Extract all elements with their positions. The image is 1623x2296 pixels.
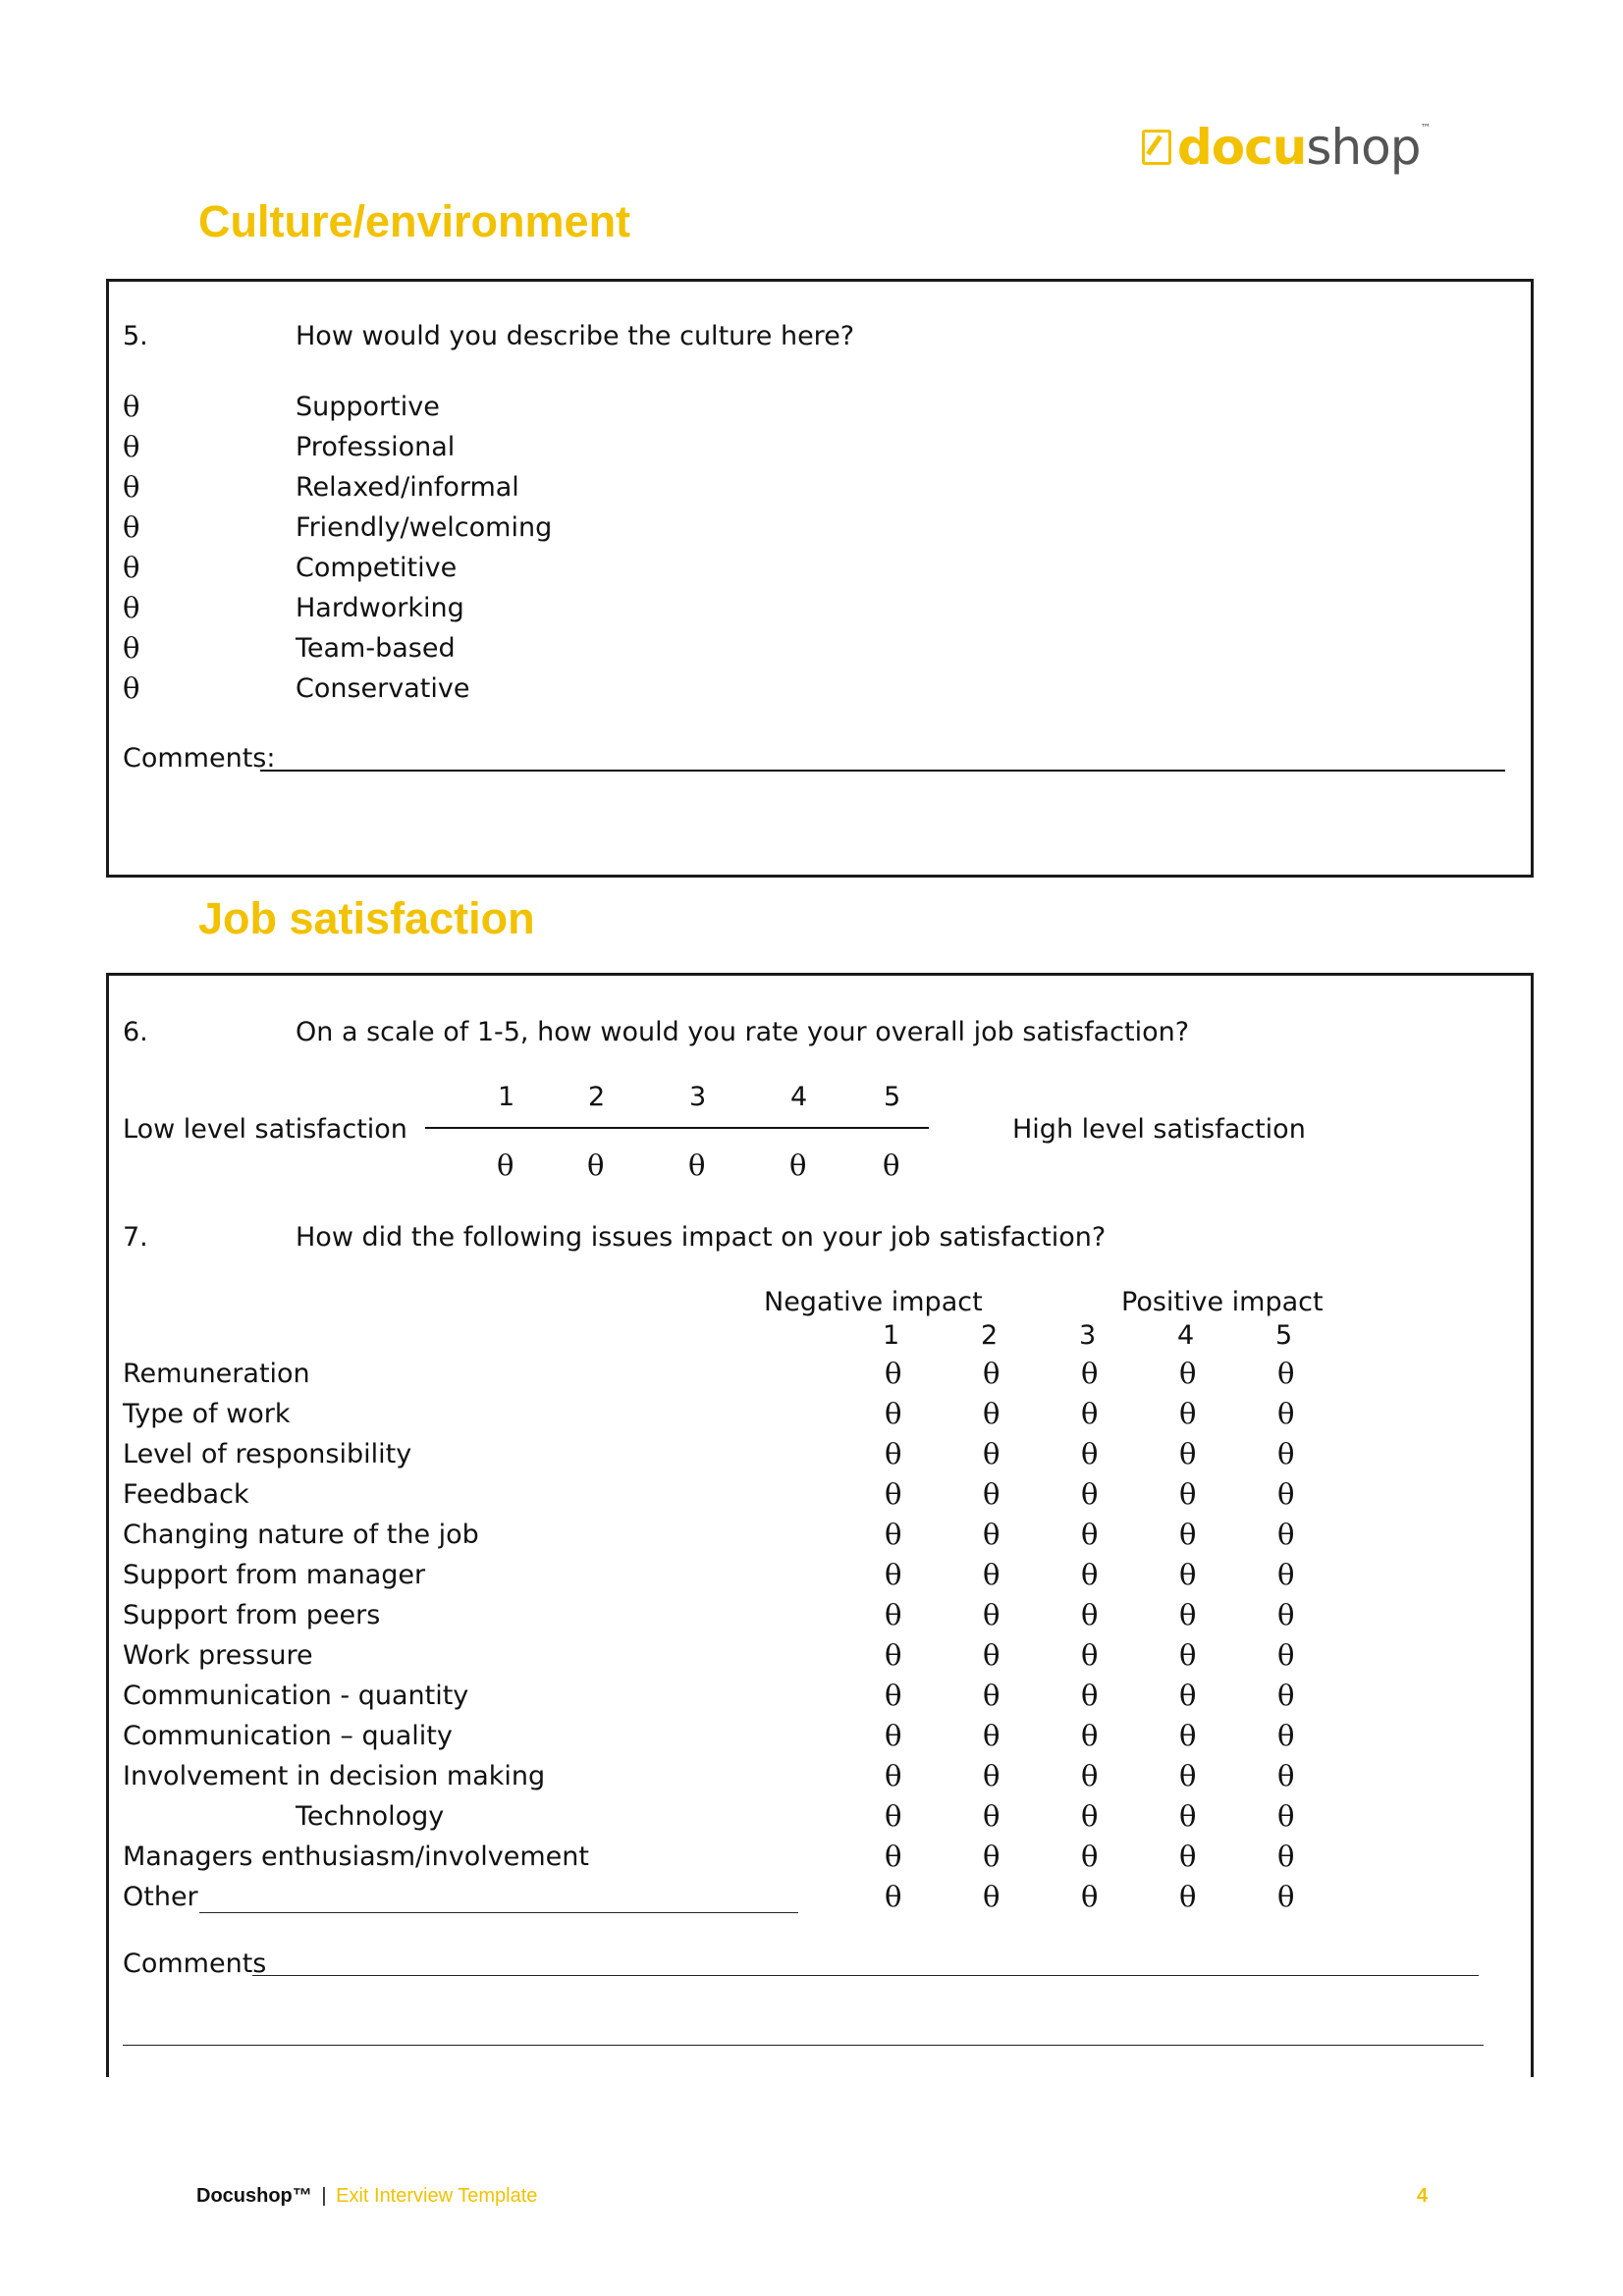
impact-radio[interactable]: θ	[885, 1558, 902, 1591]
impact-row-label: Type of work	[123, 1399, 291, 1429]
impact-row-label: Communication – quality	[123, 1721, 453, 1751]
q6-radio-5[interactable]: θ	[883, 1148, 900, 1182]
scale-number: 3	[689, 1082, 707, 1112]
impact-radio[interactable]: θ	[1277, 1719, 1295, 1752]
impact-radio[interactable]: θ	[1081, 1437, 1099, 1470]
impact-radio[interactable]: θ	[1179, 1719, 1197, 1752]
q6-radio-4[interactable]: θ	[789, 1148, 807, 1182]
q7-text: How did the following issues impact on your job satisfaction?	[296, 1222, 1107, 1253]
impact-radio[interactable]: θ	[1179, 1799, 1197, 1833]
comments-label-1: Comments:	[123, 743, 276, 774]
docushop-logo	[1142, 118, 1431, 177]
high-satisfaction-label: High level satisfaction	[1012, 1114, 1306, 1145]
impact-radio[interactable]: θ	[983, 1840, 1001, 1873]
section-title-culture: Culture/environment	[198, 196, 631, 246]
impact-radio[interactable]: θ	[1277, 1598, 1295, 1631]
satisfaction-scale-line	[425, 1127, 929, 1129]
impact-radio[interactable]: θ	[1081, 1880, 1099, 1913]
impact-scale-number: 2	[981, 1320, 999, 1351]
page-number: 4	[1417, 2185, 1429, 2207]
impact-radio[interactable]: θ	[1081, 1759, 1099, 1792]
impact-row-label: Feedback	[123, 1479, 249, 1510]
positive-impact-label: Positive impact	[1121, 1287, 1324, 1317]
impact-row-label: Changing nature of the job	[123, 1520, 479, 1550]
impact-radio[interactable]: θ	[983, 1598, 1001, 1631]
radio-1[interactable]: θ	[123, 390, 140, 423]
impact-radio[interactable]: θ	[1277, 1437, 1295, 1470]
impact-row-label: Support from manager	[123, 1560, 426, 1590]
option-label: Competitive	[296, 553, 458, 583]
impact-radio[interactable]: θ	[1081, 1598, 1099, 1631]
footer-brand: Docushop™	[196, 2185, 312, 2207]
impact-radio[interactable]: θ	[1179, 1638, 1197, 1672]
impact-radio[interactable]: θ	[885, 1357, 902, 1390]
impact-radio[interactable]: θ	[1277, 1558, 1295, 1591]
impact-radio[interactable]: θ	[1179, 1437, 1197, 1470]
impact-radio[interactable]: θ	[1081, 1719, 1099, 1752]
low-satisfaction-label: Low level satisfaction	[123, 1114, 407, 1145]
impact-radio[interactable]: θ	[1081, 1679, 1099, 1712]
impact-radio[interactable]: θ	[1179, 1679, 1197, 1712]
scale-number: 4	[790, 1082, 808, 1112]
impact-radio[interactable]: θ	[1081, 1477, 1099, 1511]
radio-8[interactable]: θ	[123, 671, 140, 705]
impact-radio[interactable]: θ	[1277, 1357, 1295, 1390]
q6-radio-3[interactable]: θ	[688, 1148, 706, 1182]
impact-radio[interactable]: θ	[885, 1840, 902, 1873]
impact-radio[interactable]: θ	[1081, 1518, 1099, 1551]
comments-line-2b[interactable]	[123, 2045, 1484, 2046]
impact-radio[interactable]: θ	[983, 1638, 1001, 1672]
footer-doc-title: Exit Interview Template	[336, 2185, 538, 2207]
impact-radio[interactable]: θ	[1277, 1397, 1295, 1430]
option-label: Team-based	[296, 633, 456, 664]
impact-radio[interactable]: θ	[1081, 1799, 1099, 1833]
logo-trademark: ™	[1420, 122, 1432, 134]
impact-radio[interactable]: θ	[1179, 1518, 1197, 1551]
impact-radio[interactable]: θ	[1081, 1397, 1099, 1430]
q5-number: 5.	[123, 321, 148, 351]
q6-text: On a scale of 1-5, how would you rate your overall job satisfaction?	[296, 1017, 1190, 1047]
impact-radio[interactable]: θ	[885, 1477, 902, 1511]
scale-number: 1	[498, 1082, 515, 1112]
impact-radio[interactable]: θ	[983, 1477, 1001, 1511]
option-label: Professional	[296, 432, 456, 462]
impact-row-label: Technology	[296, 1801, 445, 1832]
radio-2[interactable]: θ	[123, 430, 140, 463]
impact-radio[interactable]: θ	[983, 1759, 1001, 1792]
q6-radio-1[interactable]: θ	[497, 1148, 514, 1182]
impact-radio[interactable]: θ	[1081, 1840, 1099, 1873]
comments-line-1[interactable]	[260, 770, 1505, 772]
section-title-job-satisfaction: Job satisfaction	[198, 893, 535, 943]
q6-radio-2[interactable]: θ	[587, 1148, 605, 1182]
impact-row-label: Work pressure	[123, 1640, 313, 1671]
option-label: Relaxed/informal	[296, 472, 519, 503]
footer	[196, 2186, 537, 2206]
impact-radio[interactable]: θ	[983, 1799, 1001, 1833]
logo-shop: shop	[1306, 119, 1421, 176]
impact-radio[interactable]: θ	[1179, 1598, 1197, 1631]
impact-scale-number: 1	[883, 1320, 900, 1351]
impact-radio[interactable]: θ	[1277, 1477, 1295, 1511]
option-label: Hardworking	[296, 593, 464, 623]
impact-radio[interactable]: θ	[1277, 1799, 1295, 1833]
q7-number: 7.	[123, 1222, 148, 1253]
impact-radio[interactable]: θ	[885, 1719, 902, 1752]
impact-radio[interactable]: θ	[1179, 1880, 1197, 1913]
impact-radio[interactable]: θ	[1179, 1397, 1197, 1430]
impact-radio[interactable]: θ	[983, 1880, 1001, 1913]
option-label: Conservative	[296, 673, 470, 704]
other-line[interactable]	[199, 1912, 798, 1913]
impact-row-label: Remuneration	[123, 1359, 310, 1389]
radio-5[interactable]: θ	[123, 551, 140, 584]
impact-scale-number: 3	[1079, 1320, 1097, 1351]
impact-radio[interactable]: θ	[1277, 1679, 1295, 1712]
impact-row-label: Support from peers	[123, 1600, 381, 1630]
impact-radio[interactable]: θ	[885, 1598, 902, 1631]
radio-6[interactable]: θ	[123, 591, 140, 624]
impact-radio[interactable]: θ	[1081, 1558, 1099, 1591]
comments-line-2a[interactable]	[252, 1975, 1479, 1976]
radio-7[interactable]: θ	[123, 631, 140, 665]
impact-radio[interactable]: θ	[983, 1719, 1001, 1752]
impact-radio[interactable]: θ	[1179, 1558, 1197, 1591]
impact-row-label: Managers enthusiasm/involvement	[123, 1842, 589, 1872]
impact-radio[interactable]: θ	[983, 1558, 1001, 1591]
q6-number: 6.	[123, 1017, 148, 1047]
impact-radio[interactable]: θ	[1179, 1759, 1197, 1792]
impact-scale-number: 5	[1275, 1320, 1293, 1351]
impact-radio[interactable]: θ	[885, 1679, 902, 1712]
impact-radio[interactable]: θ	[885, 1799, 902, 1833]
impact-scale-number: 4	[1177, 1320, 1195, 1351]
impact-radio[interactable]: θ	[885, 1437, 902, 1470]
footer-separator: |	[321, 2185, 327, 2207]
impact-radio[interactable]: θ	[885, 1880, 902, 1913]
comments-label-2: Comments	[123, 1949, 267, 1979]
impact-radio[interactable]: θ	[885, 1518, 902, 1551]
scale-number: 2	[588, 1082, 606, 1112]
impact-row-label: Other	[123, 1882, 198, 1912]
q5-text: How would you describe the culture here?	[296, 321, 855, 351]
impact-radio[interactable]: θ	[983, 1679, 1001, 1712]
impact-row-label: Level of responsibility	[123, 1439, 412, 1469]
impact-radio[interactable]: θ	[983, 1437, 1001, 1470]
impact-radio[interactable]: θ	[1179, 1840, 1197, 1873]
impact-radio[interactable]: θ	[885, 1397, 902, 1430]
option-label: Friendly/welcoming	[296, 512, 553, 543]
impact-radio[interactable]: θ	[1277, 1840, 1295, 1873]
impact-radio[interactable]: θ	[1179, 1357, 1197, 1390]
impact-radio[interactable]: θ	[1081, 1357, 1099, 1390]
option-label: Supportive	[296, 392, 440, 422]
scale-number: 5	[884, 1082, 901, 1112]
radio-3[interactable]: θ	[123, 470, 140, 504]
impact-radio[interactable]: θ	[1277, 1638, 1295, 1672]
impact-radio[interactable]: θ	[1277, 1759, 1295, 1792]
impact-radio[interactable]: θ	[983, 1518, 1001, 1551]
radio-4[interactable]: θ	[123, 510, 140, 544]
impact-radio[interactable]: θ	[885, 1759, 902, 1792]
negative-impact-label: Negative impact	[764, 1287, 983, 1317]
impact-row-label: Communication - quantity	[123, 1681, 469, 1711]
impact-radio[interactable]: θ	[885, 1638, 902, 1672]
impact-radio[interactable]: θ	[1277, 1518, 1295, 1551]
pencil-document-icon	[1142, 130, 1171, 165]
impact-row-label: Involvement in decision making	[123, 1761, 546, 1791]
impact-radio[interactable]: θ	[1179, 1477, 1197, 1511]
impact-radio[interactable]: θ	[983, 1397, 1001, 1430]
impact-radio[interactable]: θ	[1081, 1638, 1099, 1672]
impact-radio[interactable]: θ	[1277, 1880, 1295, 1913]
impact-radio[interactable]: θ	[983, 1357, 1001, 1390]
logo-docu: docu	[1177, 119, 1307, 176]
